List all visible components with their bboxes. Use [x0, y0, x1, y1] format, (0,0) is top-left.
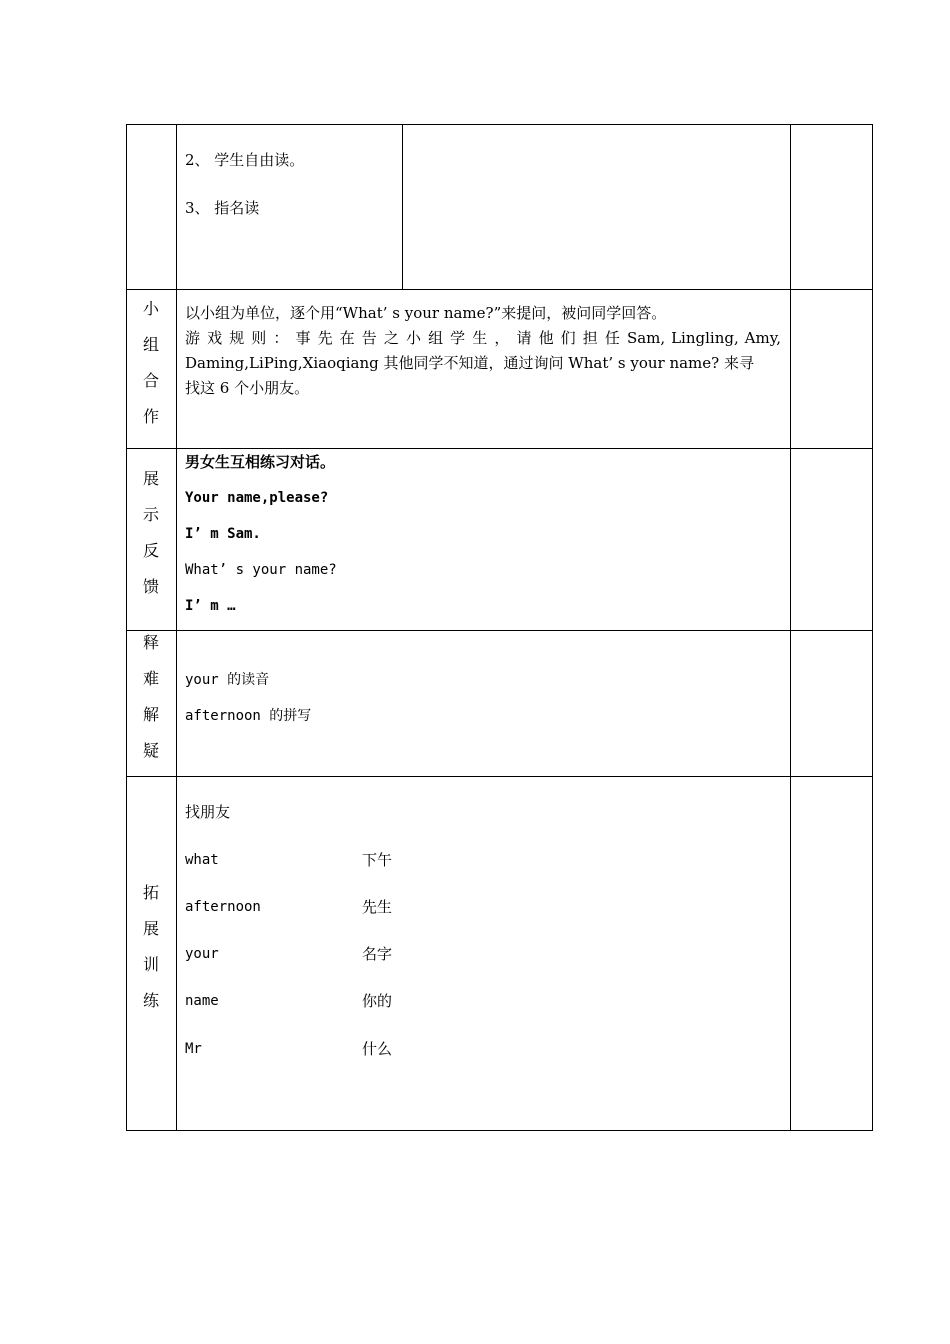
label-char: 释 — [142, 633, 159, 652]
difficulty-item: your 的读音 — [185, 672, 270, 688]
dialogue-line: I’ m … — [185, 598, 236, 614]
match-english-word: what — [185, 852, 219, 868]
label-char: 展 — [142, 919, 159, 938]
reading-step-2: 2、 学生自由读。 — [185, 151, 305, 169]
label-char: 示 — [142, 505, 159, 524]
label-char: 组 — [142, 335, 159, 354]
match-chinese-word: 什么 — [362, 1040, 393, 1058]
dialogue-heading: 男女生互相练习对话。 — [185, 453, 336, 471]
label-char: 作 — [142, 407, 159, 426]
reading-step-3: 3、 指名读 — [185, 199, 260, 217]
label-char: 疑 — [142, 741, 159, 760]
label-char: 合 — [142, 371, 159, 390]
match-english-word: Mr — [185, 1041, 202, 1057]
match-chinese-word: 名字 — [362, 945, 393, 963]
dialogue-line: What’ s your name? — [185, 562, 337, 578]
label-char: 馈 — [142, 577, 159, 596]
label-char: 难 — [142, 669, 159, 688]
match-english-word: name — [185, 993, 219, 1009]
matching-heading: 找朋友 — [185, 803, 231, 821]
dialogue-line: Your name,please? — [185, 490, 329, 506]
dialogue-line: I’ m Sam. — [185, 526, 261, 542]
label-char: 小 — [142, 299, 159, 318]
label-char: 练 — [142, 991, 159, 1010]
match-english-word: your — [185, 946, 219, 962]
group-work-text: 以小组为单位，逐个用“What’ s your name?”来提问，被问同学回答。 — [185, 304, 667, 322]
difficulty-item: afternoon 的拼写 — [185, 708, 312, 724]
group-work-text: 游 戏 规 则 ： 事 先 在 告 之 小 组 学 生 ， 请 他 们 担 任 Sam, Lingling, Amy, — [185, 329, 781, 347]
group-work-text: 找这 6 个小朋友。 — [185, 379, 310, 397]
label-char: 展 — [142, 469, 159, 488]
label-char: 拓 — [142, 883, 159, 902]
match-chinese-word: 先生 — [362, 898, 393, 916]
label-char: 训 — [142, 955, 159, 974]
group-work-text: Daming,LiPing,Xiaoqiang 其他同学不知道，通过询问 What’ s your name? 来寻 — [185, 354, 754, 372]
match-chinese-word: 你的 — [362, 992, 393, 1010]
match-chinese-word: 下午 — [362, 851, 393, 869]
label-char: 反 — [142, 541, 159, 560]
label-char: 解 — [142, 705, 159, 724]
match-english-word: afternoon — [185, 899, 261, 915]
